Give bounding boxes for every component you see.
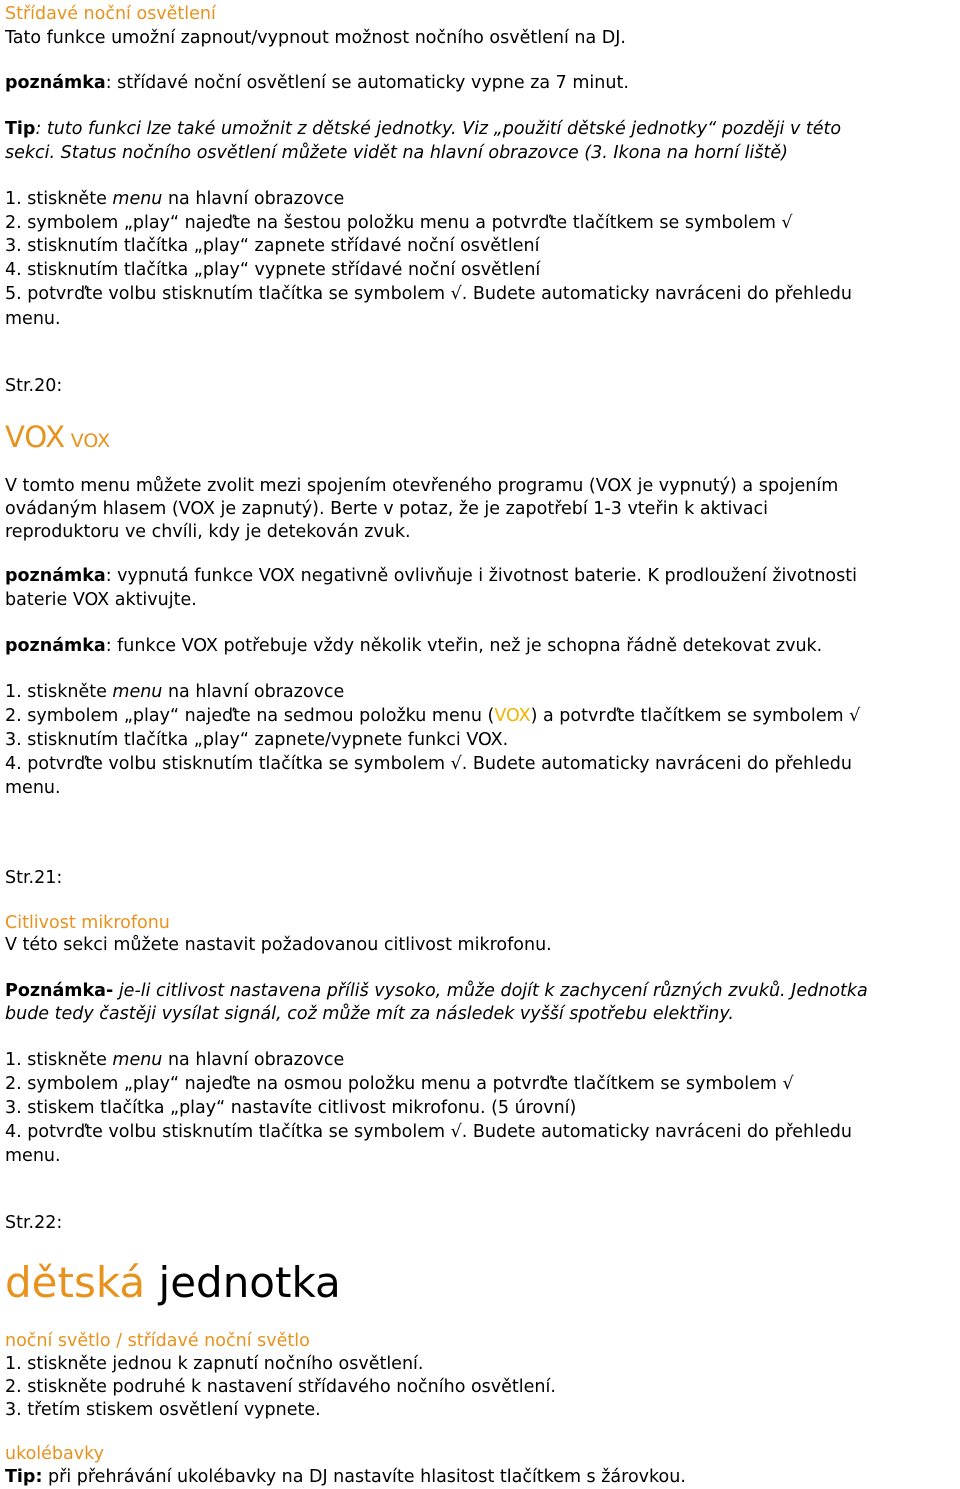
mic-step-4: 4. potvrďte volbu stisknutím tlačítka se symbolem √. Budete automaticky navráceni do přehledu [5,1122,852,1142]
note-label: poznámka [5,73,106,93]
menu-word: menu [112,682,163,702]
mic-sensitivity-heading: Citlivost mikrofonu [5,913,170,933]
night-light-step-5: 5. potvrďte volbu stisknutím tlačítka se symbolem √. Budete automaticky navráceni do přehledu [5,284,852,304]
page-label-21: Str.21: [5,868,63,888]
night-light-note [5,73,629,94]
mic-sensitivity-intro: V této sekci můžete nastavit požadovanou citlivost mikrofonu. [5,935,552,955]
note-label: Poznámka- [5,981,114,1001]
vox-step-4: 4. potvrďte volbu stisknutím tlačítka se symbolem √. Budete automaticky navráceni do přehledu [5,754,852,774]
step-text: na hlavní obrazovce [162,1050,345,1070]
child-unit-heading [5,1258,341,1308]
night-light-subheading: noční světlo / střídavé noční světlo [5,1331,310,1351]
mic-step-1 [5,1050,344,1071]
tip-label: Tip [5,119,36,139]
mic-step-2: 2. symbolem „play“ najeďte na osmou položku menu a potvrďte tlačítkem se symbolem √ [5,1074,794,1094]
page-label-22: Str.22: [5,1213,63,1233]
night-light-heading: Střídavé noční osvětlení [5,4,216,24]
step-text: 1. stiskněte [5,682,113,702]
vox-highlight: VOX [494,706,531,726]
tip-label: Tip: [5,1467,43,1487]
menu-word: menu [112,189,163,209]
child-step-1: 1. stiskněte jednou k zapnutí nočního osvětlení. [5,1354,424,1374]
vox-step-3: 3. stisknutím tlačítka „play“ zapnete/vypnete funkci VOX. [5,730,509,750]
lullaby-subheading: ukolébavky [5,1444,104,1464]
night-light-step-3: 3. stisknutím tlačítka „play“ zapnete střídavé noční osvětlení [5,236,540,256]
step-text: na hlavní obrazovce [162,682,345,702]
night-light-step-4: 4. stisknutím tlačítka „play“ vypnete střídavé noční osvětlení [5,260,541,280]
note-text: je-li citlivost nastavena příliš vysoko, může dojít k zachycení různých zvuků. Jednotka [113,981,868,1001]
vox-heading-big: VOX [5,420,66,454]
step-text: 1. stiskněte [5,1050,113,1070]
vox-heading-small: VOX [70,430,111,452]
note-label: poznámka [5,566,106,586]
night-light-step-2: 2. symbolem „play“ najeďte na šestou položku menu a potvrďte tlačítkem se symbolem √ [5,213,793,233]
night-light-step-5-cont: menu. [5,309,61,329]
menu-word: menu [112,1050,163,1070]
note-text: : funkce VOX potřebuje vždy několik vteřin, než je schopna řádně detekovat zvuk. [105,636,823,656]
vox-note-1-cont: baterie VOX aktivujte. [5,590,197,610]
mic-step-3: 3. stiskem tlačítka „play“ nastavíte citlivost mikrofonu. (5 úrovní) [5,1098,577,1118]
child-unit-heading-rest: jednotka [145,1258,341,1307]
child-step-3: 3. třetím stiskem osvětlení vypnete. [5,1400,321,1420]
night-light-tip-cont: sekci. Status nočního osvětlení můžete vidět na hlavní obrazovce (3. Ikona na horní liště) [5,143,788,163]
page-label-20: Str.20: [5,376,63,396]
step-text: 1. stiskněte [5,189,113,209]
vox-paragraph-line-1: V tomto menu můžete zvolit mezi spojením otevřeného programu (VOX je vypnutý) a spojením [5,476,839,496]
child-step-2: 2. stiskněte podruhé k nastavení střídavého nočního osvětlení. [5,1377,556,1397]
vox-paragraph-line-3: reproduktoru ve chvíli, kdy je detekován zvuk. [5,522,411,542]
lullaby-tip [5,1467,686,1488]
night-light-intro: Tato funkce umožní zapnout/vypnout možnost nočního osvětlení na DJ. [5,28,626,48]
vox-step-2 [5,706,860,727]
mic-step-4-cont: menu. [5,1146,61,1166]
tip-text: : tuto funkci lze také umožnit z dětské jednotky. Viz „použití dětské jednotky“ později v této [35,119,842,139]
step-text: 2. symbolem „play“ najeďte na sedmou položku menu ( [5,706,495,726]
mic-sensitivity-note [5,981,868,1002]
night-light-step-1 [5,189,344,210]
night-light-tip [5,119,841,140]
vox-heading [5,420,110,455]
mic-sensitivity-note-cont: bude tedy častěji vysílat signál, což může mít za následek vyšší spotřebu elektřiny. [5,1004,734,1024]
note-text: : vypnutá funkce VOX negativně ovlivňuje i životnost baterie. K prodloužení životnosti [105,566,857,586]
vox-step-4-cont: menu. [5,778,61,798]
child-unit-heading-accent: dětská [5,1258,146,1307]
vox-paragraph-line-2: ovádaným hlasem (VOX je zapnutý). Berte v potaz, že je zapotřebí 1-3 vteřin k aktivaci [5,499,768,519]
vox-note-1 [5,566,857,587]
step-text: ) a potvrďte tlačítkem se symbolem √ [530,706,861,726]
note-label: poznámka [5,636,106,656]
tip-text: při přehrávání ukolébavky na DJ nastavíte hlasitost tlačítkem s žárovkou. [42,1467,686,1487]
vox-step-1 [5,682,344,703]
vox-note-2 [5,636,822,657]
step-text: na hlavní obrazovce [162,189,345,209]
note-text: : střídavé noční osvětlení se automaticky vypne za 7 minut. [105,73,629,93]
